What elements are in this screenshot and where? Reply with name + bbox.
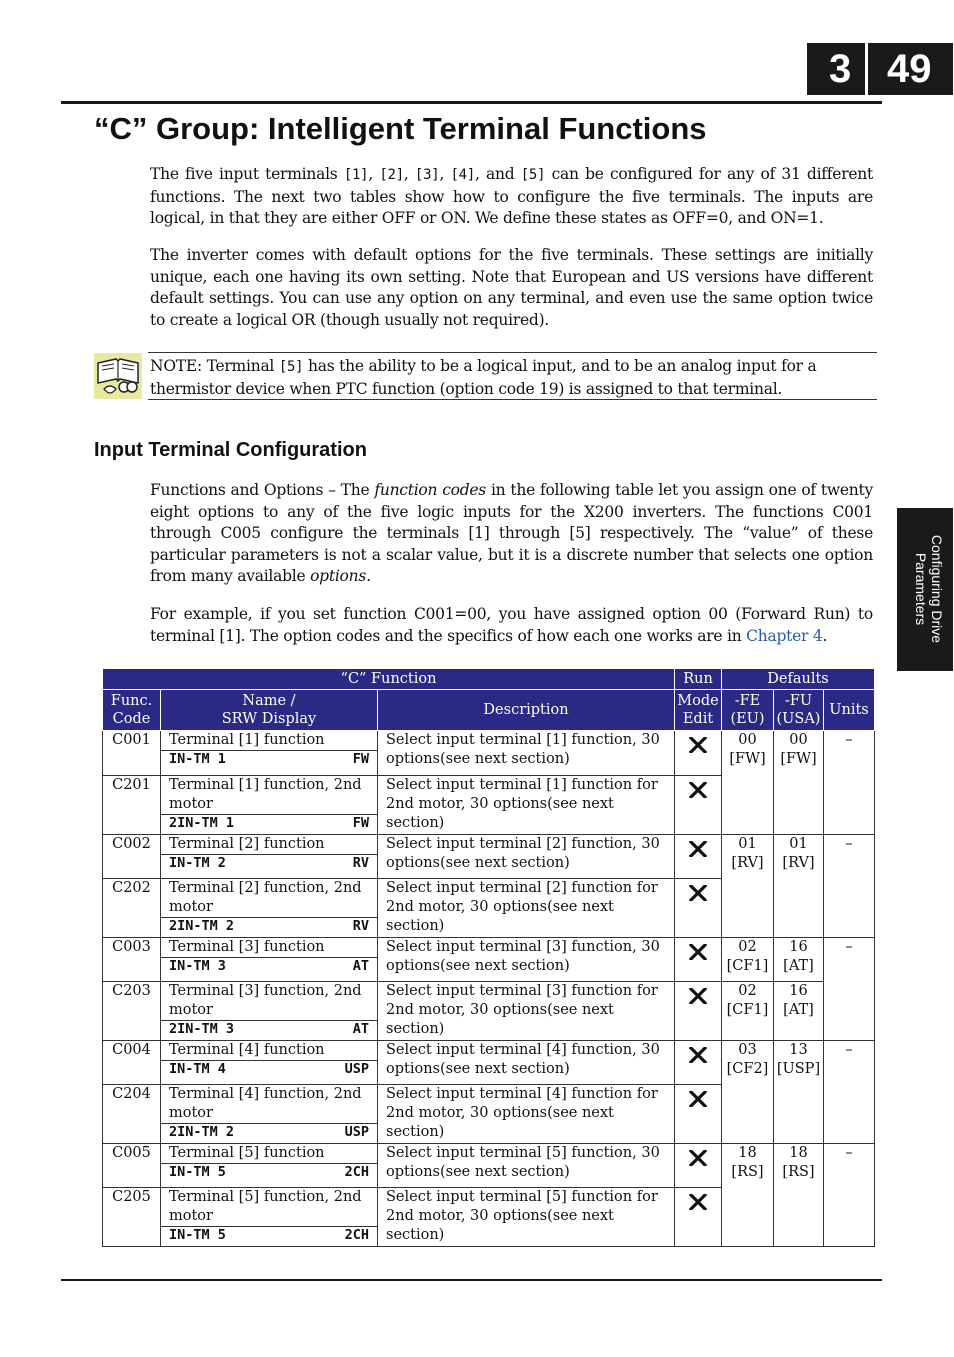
note-book-icon bbox=[94, 353, 142, 399]
page-number: 49 bbox=[887, 47, 932, 91]
side-tab-label: Configuring Drive Parameters bbox=[913, 534, 945, 644]
default-fe-cell: 02 [CF1] bbox=[722, 938, 774, 982]
not-editable-x-icon bbox=[689, 1194, 707, 1210]
name-cell bbox=[161, 1085, 378, 1144]
name-cell bbox=[161, 982, 378, 1041]
default-fe-cell: 02 [CF1] bbox=[722, 982, 774, 1041]
name-cell bbox=[161, 1144, 378, 1188]
run-mode-edit-cell bbox=[675, 938, 722, 982]
c-function-table bbox=[102, 668, 875, 1247]
table-row bbox=[103, 731, 875, 776]
function-name: Terminal [2] function bbox=[169, 836, 325, 852]
not-editable-x-icon bbox=[689, 944, 707, 960]
header-name-srw: Name / SRW Display bbox=[161, 690, 378, 731]
header-units: Units bbox=[824, 690, 875, 731]
section-title: Input Terminal Configuration bbox=[94, 439, 367, 461]
function-name: Terminal [5] function bbox=[169, 1145, 325, 1161]
default-fu-cell: 01 [RV] bbox=[774, 835, 824, 938]
intro-paragraph-1: The five input terminals [1], [2], [3], [4], and [5] can be configured for any of 31 different functions. The next two tables show how to configure the five terminals. The inputs are logical, in that they are either OFF or ON. We define these states as OFF=0, and ON=1. bbox=[150, 165, 873, 227]
description-cell: Select input terminal [4] function for 2nd motor, 30 options(see next section) bbox=[378, 1085, 675, 1144]
default-fu-cell: 18 [RS] bbox=[774, 1144, 824, 1247]
description-cell: Select input terminal [1] function, 30 options(see next section) bbox=[378, 731, 675, 776]
units-cell: – bbox=[824, 1041, 875, 1144]
intro-paragraph-2: The inverter comes with default options for the five terminals. These settings are initially unique, each one having its own setting. Note that European and US versions have different default settings. You can use any option on any terminal, and even use the same option twice to create a logical OR (though usually not required). bbox=[150, 246, 873, 329]
default-fe-cell: 03 [CF2] bbox=[722, 1041, 774, 1144]
func-code-cell: C001 bbox=[103, 731, 161, 776]
page-title: “C” Group: Intelligent Terminal Functions bbox=[94, 111, 707, 146]
table-row bbox=[103, 982, 875, 1041]
name-cell bbox=[161, 731, 378, 776]
header-fu-usa: -FU (USA) bbox=[774, 690, 824, 731]
bottom-rule bbox=[61, 1279, 882, 1281]
srw-display: IN-TM 5 2CH bbox=[161, 1226, 377, 1244]
function-name: Terminal [3] function bbox=[169, 939, 325, 955]
name-cell bbox=[161, 938, 378, 982]
table-row bbox=[103, 938, 875, 982]
header-run: Run bbox=[675, 669, 722, 690]
table-row bbox=[103, 1144, 875, 1188]
default-fu-cell: 16 [AT] bbox=[774, 938, 824, 982]
section-paragraph-2: For example, if you set function C001=00, you have assigned option 00 (Forward Run) to terminal [1]. The option codes and the specifics of how each one works are in Chapter 4. bbox=[150, 605, 873, 645]
not-editable-x-icon bbox=[689, 737, 707, 753]
func-code-cell: C204 bbox=[103, 1085, 161, 1144]
not-editable-x-icon bbox=[689, 782, 707, 798]
not-editable-x-icon bbox=[689, 1091, 707, 1107]
note-box bbox=[148, 352, 877, 400]
description-cell: Select input terminal [5] function for 2nd motor, 30 options(see next section) bbox=[378, 1188, 675, 1247]
srw-display: IN-TM 2 RV bbox=[161, 854, 377, 872]
function-name: Terminal [5] function, 2nd motor bbox=[169, 1189, 362, 1224]
name-cell bbox=[161, 776, 378, 835]
srw-display: IN-TM 3 AT bbox=[161, 957, 377, 975]
units-cell: – bbox=[824, 1144, 875, 1247]
function-name: Terminal [4] function, 2nd motor bbox=[169, 1086, 362, 1121]
table-row bbox=[103, 835, 875, 879]
srw-display: 2IN-TM 2 RV bbox=[161, 917, 377, 935]
run-mode-edit-cell bbox=[675, 731, 722, 776]
run-mode-edit-cell bbox=[675, 1188, 722, 1247]
srw-display: 2IN-TM 3 AT bbox=[161, 1020, 377, 1038]
units-cell: – bbox=[824, 835, 875, 938]
srw-display: IN-TM 4 USP bbox=[161, 1060, 377, 1078]
note-text: NOTE: Terminal [5] has the ability to be a logical input, and to be an analog input for a thermistor device when PTC function (option code 19) is assigned to that terminal. bbox=[150, 357, 817, 398]
default-fe-cell: 00 [FW] bbox=[722, 731, 774, 835]
header-func-code: Func. Code bbox=[103, 690, 161, 731]
description-cell: Select input terminal [5] function, 30 options(see next section) bbox=[378, 1144, 675, 1188]
side-chapter-tab bbox=[897, 508, 953, 671]
default-fe-cell: 01 [RV] bbox=[722, 835, 774, 938]
name-cell bbox=[161, 835, 378, 879]
function-name: Terminal [2] function, 2nd motor bbox=[169, 880, 362, 915]
func-code-cell: C203 bbox=[103, 982, 161, 1041]
run-mode-edit-cell bbox=[675, 1085, 722, 1144]
not-editable-x-icon bbox=[689, 1150, 707, 1166]
name-cell bbox=[161, 879, 378, 938]
page-header-box bbox=[807, 43, 953, 95]
default-fu-cell: 00 [FW] bbox=[774, 731, 824, 835]
name-cell bbox=[161, 1041, 378, 1085]
chapter-4-link[interactable]: Chapter 4 bbox=[746, 626, 823, 645]
srw-display: 2IN-TM 1 FW bbox=[161, 814, 377, 832]
top-rule bbox=[61, 101, 882, 104]
chapter-number: 3 bbox=[829, 47, 852, 91]
function-name: Terminal [1] function bbox=[169, 732, 325, 748]
description-cell: Select input terminal [2] function, 30 options(see next section) bbox=[378, 835, 675, 879]
section-paragraph-1: Functions and Options – The function codes in the following table let you assign one of twenty eight options to any of the five logic inputs for the X200 inverters. The functions C001 through C005 configure the terminals [1] through [5] respectively. The “value” of these particular parameters is not a scalar value, but it is a discrete number that selects one option from many available options. bbox=[150, 481, 873, 585]
header-c-function: “C” Function bbox=[103, 669, 675, 690]
srw-display: IN-TM 5 2CH bbox=[161, 1163, 377, 1181]
func-code-cell: C002 bbox=[103, 835, 161, 879]
not-editable-x-icon bbox=[689, 988, 707, 1004]
function-name: Terminal [3] function, 2nd motor bbox=[169, 983, 362, 1018]
units-cell: – bbox=[824, 731, 875, 835]
func-code-cell: C201 bbox=[103, 776, 161, 835]
units-cell: – bbox=[824, 938, 875, 1041]
function-name: Terminal [1] function, 2nd motor bbox=[169, 777, 362, 812]
description-cell: Select input terminal [1] function for 2nd motor, 30 options(see next section) bbox=[378, 776, 675, 835]
table-row bbox=[103, 1041, 875, 1085]
run-mode-edit-cell bbox=[675, 982, 722, 1041]
run-mode-edit-cell bbox=[675, 776, 722, 835]
run-mode-edit-cell bbox=[675, 835, 722, 879]
not-editable-x-icon bbox=[689, 885, 707, 901]
name-cell bbox=[161, 1188, 378, 1247]
default-fu-cell: 13 [USP] bbox=[774, 1041, 824, 1144]
header-mode-edit: Mode Edit bbox=[675, 690, 722, 731]
header-separator bbox=[865, 43, 868, 95]
description-cell: Select input terminal [3] function for 2nd motor, 30 options(see next section) bbox=[378, 982, 675, 1041]
not-editable-x-icon bbox=[689, 1047, 707, 1063]
func-code-cell: C004 bbox=[103, 1041, 161, 1085]
srw-display: 2IN-TM 2 USP bbox=[161, 1123, 377, 1141]
default-fe-cell: 18 [RS] bbox=[722, 1144, 774, 1247]
description-cell: Select input terminal [2] function for 2nd motor, 30 options(see next section) bbox=[378, 879, 675, 938]
run-mode-edit-cell bbox=[675, 879, 722, 938]
run-mode-edit-cell bbox=[675, 1144, 722, 1188]
func-code-cell: C205 bbox=[103, 1188, 161, 1247]
default-fu-cell: 16 [AT] bbox=[774, 982, 824, 1041]
func-code-cell: C005 bbox=[103, 1144, 161, 1188]
func-code-cell: C003 bbox=[103, 938, 161, 982]
run-mode-edit-cell bbox=[675, 1041, 722, 1085]
func-code-cell: C202 bbox=[103, 879, 161, 938]
description-cell: Select input terminal [4] function, 30 options(see next section) bbox=[378, 1041, 675, 1085]
not-editable-x-icon bbox=[689, 841, 707, 857]
function-name: Terminal [4] function bbox=[169, 1042, 325, 1058]
description-cell: Select input terminal [3] function, 30 options(see next section) bbox=[378, 938, 675, 982]
header-defaults: Defaults bbox=[722, 669, 875, 690]
srw-display: IN-TM 1 FW bbox=[161, 750, 377, 768]
header-fe-eu: -FE (EU) bbox=[722, 690, 774, 731]
header-description: Description bbox=[378, 690, 675, 731]
